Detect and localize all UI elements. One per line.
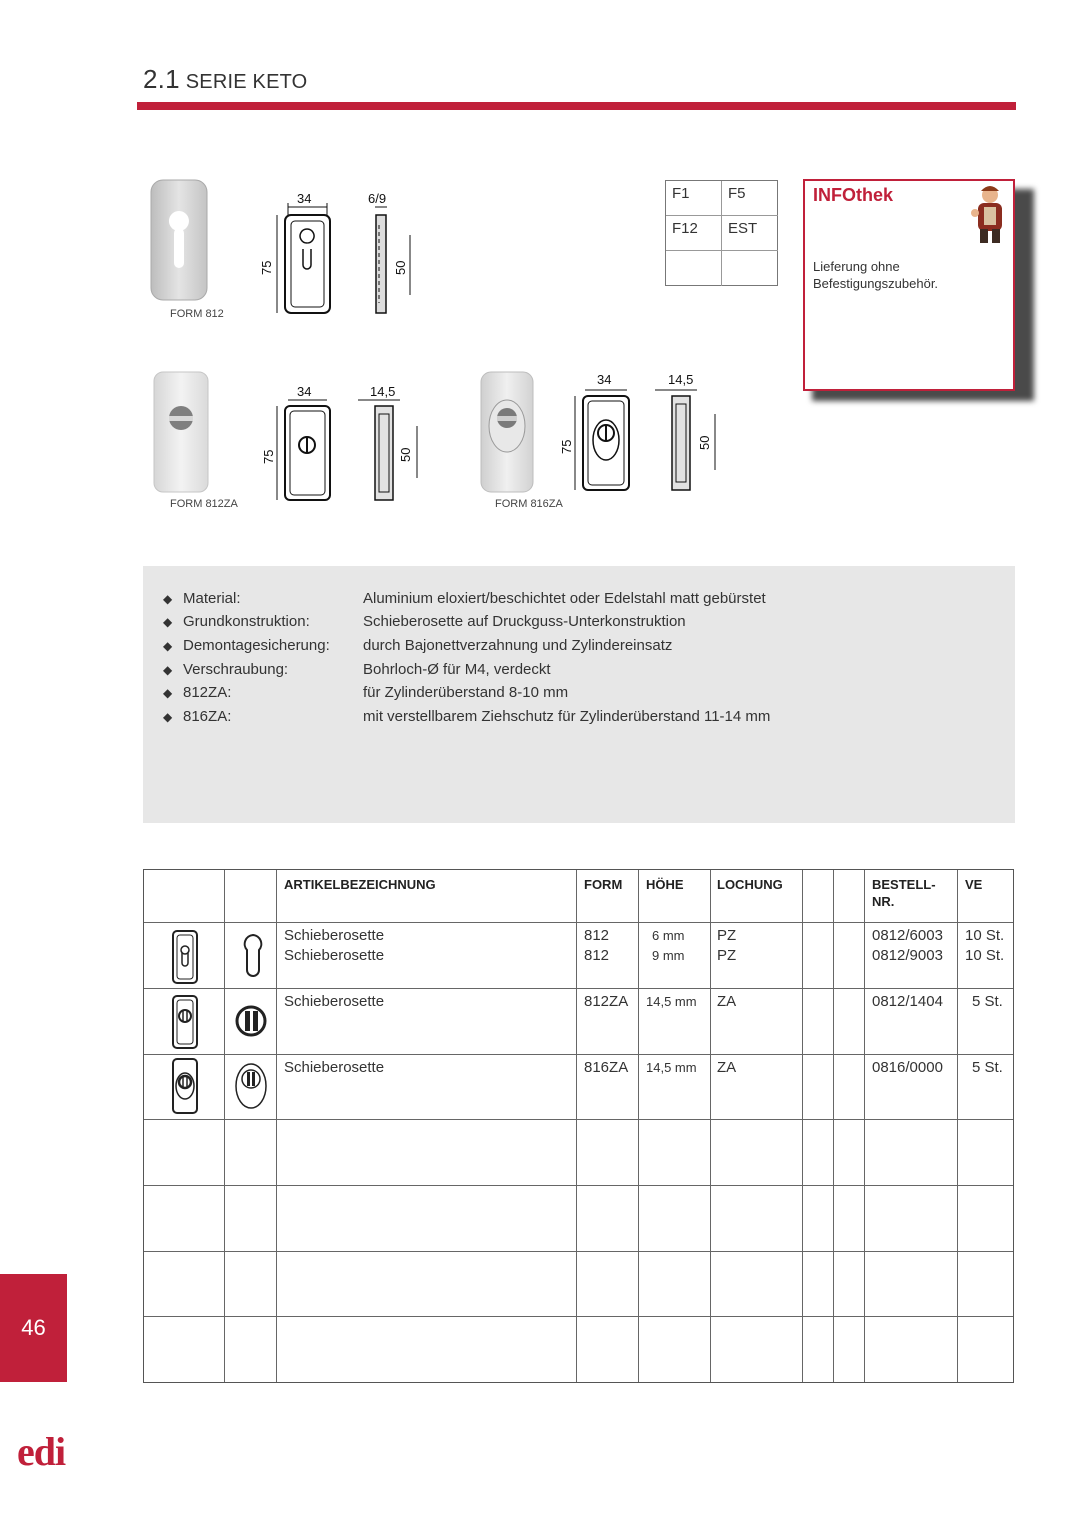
rosette-812-front-icon <box>172 930 198 984</box>
spec-label: 816ZA: <box>183 708 232 725</box>
row-2-form: 812ZA <box>584 993 629 1010</box>
dim-hole: 50 <box>393 260 408 275</box>
spec-label: 812ZA: <box>183 684 232 701</box>
row-1-article <box>284 926 384 966</box>
spec-row: ◆ Material: Aluminium eloxiert/beschichtet oder Edelstahl matt gebürstet <box>163 590 766 607</box>
finish-cell: F1 <box>666 181 722 216</box>
form-line: 812 <box>584 947 610 964</box>
row-3-height: 14,5 mm <box>646 1060 697 1075</box>
form-816za-photo <box>477 368 537 496</box>
row-2-height: 14,5 mm <box>646 994 697 1009</box>
spec-value: mit verstellbarem Ziehschutz für Zylinderüberstand 11-14 mm <box>363 708 771 725</box>
form-812za-label: FORM 812ZA <box>170 498 238 510</box>
row-1-form <box>584 926 609 966</box>
finish-cell: EST <box>722 216 778 251</box>
header-order-line1: BESTELL- <box>872 877 936 892</box>
spec-value: für Zylinderüberstand 8-10 mm <box>363 684 569 701</box>
spec-value: Aluminium eloxiert/beschichtet oder Edelstahl matt gebürstet <box>363 590 766 607</box>
height-line: 6 mm <box>652 928 685 943</box>
form-812za-photo <box>150 368 212 496</box>
row-2-order: 0812/1404 <box>872 993 943 1010</box>
spec-row: ◆ Demontagesicherung: durch Bajonettverzahnung und Zylindereinsatz <box>163 637 673 654</box>
row-2-article: Schieberosette <box>284 993 385 1010</box>
row-3-order: 0816/0000 <box>872 1059 943 1076</box>
dim-height: 75 <box>259 260 274 275</box>
hole-line: PZ <box>717 927 737 944</box>
row-1-height <box>652 926 685 966</box>
form-812-drawing <box>255 185 430 320</box>
spec-value: Schieberosette auf Druckguss-Unterkonstruktion <box>363 613 686 630</box>
row-2-hole: ZA <box>717 993 737 1010</box>
row-3-unit: 5 St. <box>972 1059 1003 1076</box>
header-order-line2: NR. <box>872 894 895 909</box>
dim-depth: 6/9 <box>368 191 387 206</box>
hole-line: PZ <box>717 947 737 964</box>
finish-cell <box>666 251 722 286</box>
dim-depth: 14,5 <box>668 372 694 387</box>
form-816za-label: FORM 816ZA <box>495 498 563 510</box>
header-rule <box>137 102 1016 110</box>
infothek-title: INFOthek <box>813 185 894 205</box>
spec-box <box>143 566 1015 823</box>
row-1-unit <box>965 926 1004 966</box>
rosette-812za-front-icon <box>172 995 198 1049</box>
rosette-816za-front-icon <box>172 1058 198 1114</box>
form-812za-drawing <box>255 382 435 504</box>
infothek-box <box>803 179 1015 391</box>
dim-width: 34 <box>597 372 612 387</box>
header-height: HÖHE <box>646 877 684 892</box>
dim-height: 75 <box>261 449 276 464</box>
spec-row: ◆ 812ZA: für Zylinderüberstand 8-10 mm <box>163 684 569 701</box>
unit-line: 10 St. <box>965 927 1005 944</box>
header-order <box>872 876 936 910</box>
header-article: ARTIKELBEZEICHNUNG <box>284 877 436 892</box>
oval-core-pull-protection-icon <box>234 1061 268 1111</box>
row-1-order <box>872 926 943 966</box>
order-line: 0812/6003 <box>872 927 943 944</box>
mascot-icon <box>969 183 1011 247</box>
row-3-hole: ZA <box>717 1059 737 1076</box>
header-unit: VE <box>965 877 983 892</box>
page-number-tab: 46 <box>0 1274 67 1382</box>
section-title: SERIE KETO <box>185 71 308 93</box>
spec-label: Verschraubung: <box>183 661 289 678</box>
spec-row: ◆ 816ZA: mit verstellbarem Ziehschutz für Zylinderüberstand 11-14 mm <box>163 708 771 725</box>
finish-cell: F5 <box>722 181 778 216</box>
spec-label: Demontagesicherung: <box>183 637 330 654</box>
finish-cell: F12 <box>666 216 722 251</box>
spec-label: Grundkonstruktion: <box>183 613 310 630</box>
dim-depth: 14,5 <box>370 384 396 399</box>
article-line: Schieberosette <box>284 947 385 964</box>
spec-value: durch Bajonettverzahnung und Zylindereinsatz <box>363 637 673 654</box>
row-2-unit: 5 St. <box>972 993 1003 1010</box>
spec-row: ◆ Grundkonstruktion: Schieberosette auf Druckguss-Unterkonstruktion <box>163 613 686 630</box>
form-812-photo <box>148 178 210 302</box>
form-812-label: FORM 812 <box>170 308 224 320</box>
spec-row: ◆ Verschraubung: Bohrloch-Ø für M4, verdeckt <box>163 661 551 678</box>
order-line: 0812/9003 <box>872 947 943 964</box>
dim-width: 34 <box>297 384 312 399</box>
height-line: 9 mm <box>652 948 685 963</box>
dim-width: 34 <box>297 191 312 206</box>
form-816za-drawing <box>555 370 730 495</box>
core-pull-protection-icon <box>234 1004 268 1038</box>
section-heading <box>143 64 307 95</box>
dim-hole: 50 <box>398 447 413 462</box>
edi-logo: edi <box>17 1429 66 1474</box>
dim-hole: 50 <box>697 435 712 450</box>
profile-cylinder-icon <box>240 933 266 981</box>
row-3-article: Schieberosette <box>284 1059 385 1076</box>
finish-grid <box>665 180 778 286</box>
spec-value: Bohrloch-Ø für M4, verdeckt <box>363 661 551 678</box>
header-form: FORM <box>584 877 623 892</box>
header-hole: LOCHUNG <box>717 877 783 892</box>
row-3-form: 816ZA <box>584 1059 629 1076</box>
spec-label: Material: <box>183 590 241 607</box>
form-line: 812 <box>584 927 610 944</box>
unit-line: 10 St. <box>965 947 1005 964</box>
section-number: 2.1 <box>143 64 180 94</box>
finish-cell <box>722 251 778 286</box>
row-1-hole <box>717 926 736 966</box>
dim-height: 75 <box>559 439 574 454</box>
product-table <box>143 869 1014 1383</box>
infothek-text: Lieferung ohne Befestigungszubehör. <box>813 259 939 291</box>
article-line: Schieberosette <box>284 927 385 944</box>
